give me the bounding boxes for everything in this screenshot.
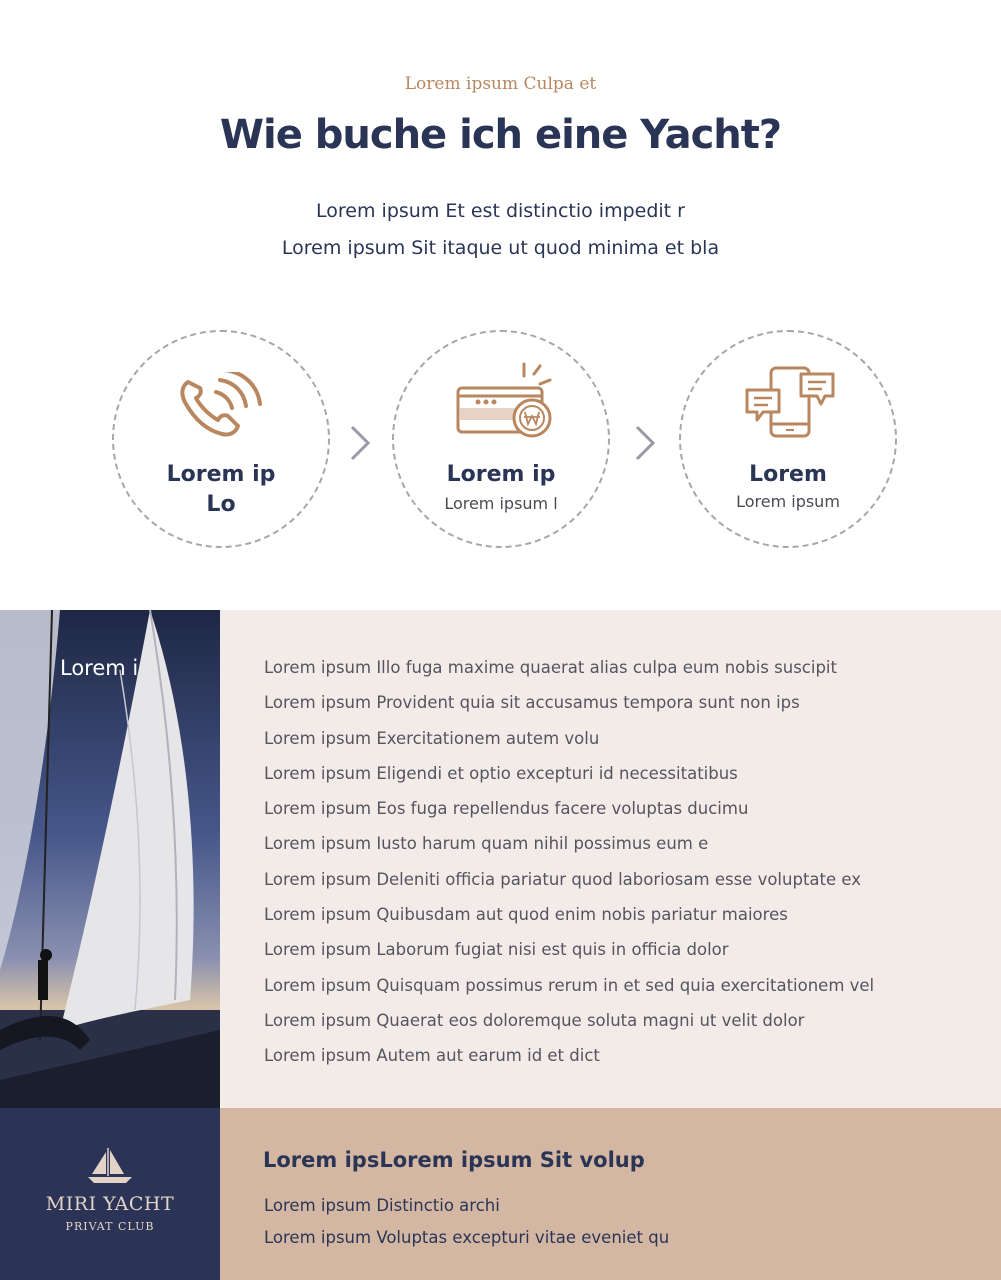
step-3-title: Lorem [749,462,827,487]
list-item: Lorem ipsum Eos fuga repellendus facere voluptas ducimu [264,799,749,819]
list-item: Lorem ipsum Iusto harum quam nihil possimus eum e [264,834,709,854]
info-list [264,658,874,1082]
chevron-right-icon [633,424,657,462]
phone-call-icon [178,372,264,438]
mobile-chat-icon [743,364,837,440]
list-item: Lorem ipsum Quaerat eos doloremque soluta magni ut velit dolor [264,1010,805,1030]
step-3-subtitle: Lorem ipsum [736,492,840,511]
photo-label: Lorem i [60,656,139,680]
list-item: Lorem ipsum Deleniti officia pariatur quod laboriosam esse voluptate ex [264,869,862,889]
footer-title: Lorem ipsLorem ipsum Sit volup [263,1148,645,1172]
step-2-title: Lorem ip [446,462,556,487]
list-item: Lorem ipsum Autem aut earum id et dict [264,1046,600,1066]
list-item: Lorem ipsum Provident quia sit accusamus tempora sunt non ips [264,693,800,713]
contact-panel [220,1108,1001,1280]
step-1-title-line-1: Lorem ip [166,462,276,487]
brand-tagline: PRIVAT CLUB [65,1220,155,1233]
list-item: Lorem ipsum Exercitationem autem volu [264,728,600,748]
step-2 [392,330,610,548]
footer-line-1: Lorem ipsum Distinctio archi [264,1196,500,1215]
footer-line-2: Lorem ipsum Voluptas excepturi vitae eveniet qu [264,1228,670,1247]
list-item: Lorem ipsum Quisquam possimus rerum in et sed quia exercitationem vel [264,975,875,995]
eyebrow-text: Lorem ipsum Culpa et [404,74,597,94]
sailboat-icon [86,1146,134,1186]
payment-card-icon [454,362,558,438]
list-item: Lorem ipsum Laborum fugiat nisi est quis in officia dolor [264,940,729,960]
brand-name: MIRI YACHT [45,1193,175,1215]
sailing-photo [0,610,220,1108]
intro-line-1: Lorem ipsum Et est distinctio impedit r [316,200,685,222]
list-item: Lorem ipsum Eligendi et optio excepturi id necessitatibus [264,763,738,783]
step-1-title-line-2: Lo [206,492,236,517]
page-title: Wie buche ich eine Yacht? [219,112,782,158]
list-item: Lorem ipsum Quibusdam aut quod enim nobis pariatur maiores [264,905,788,925]
chevron-right-icon [348,424,372,462]
list-item: Lorem ipsum Illo fuga maxime quaerat alias culpa eum nobis suscipit [264,658,837,677]
step-1 [112,330,330,548]
intro-line-2: Lorem ipsum Sit itaque ut quod minima et bla [281,237,720,259]
step-2-subtitle: Lorem ipsum l [444,494,558,513]
step-3 [679,330,897,548]
